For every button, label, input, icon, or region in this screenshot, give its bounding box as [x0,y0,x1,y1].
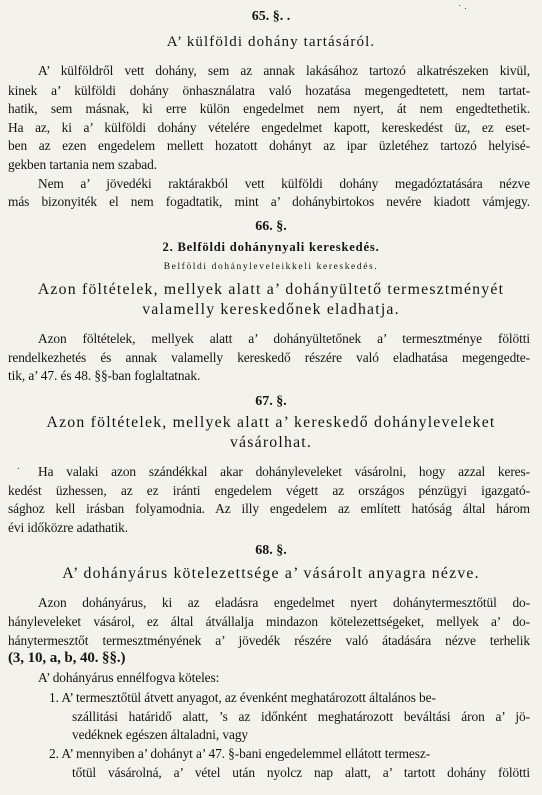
section-65-heading: 65. §. . [251,9,291,24]
subsection-2-subtitle: Belföldi dohányleveleikkeli kereskedés. [163,262,379,272]
s65-line-4: Ha az, ki a’ külföldi dohány vételére engedelmet kapott, kereskedést üz, ez eset- [8,120,530,135]
s65-line-6: gekben tartania nem szabad. [8,157,157,172]
s68-line-1: Azon dohányárus, ki az eladásra engedelmet nyert dohánytermesztőtül do- [38,595,530,610]
section-67-heading: 67. §. [255,394,287,409]
s65-line-8: más bizonyiték el nem fogadtatik, mint a’ dohánybirtokos nevére kiadott vámjegy. [8,194,530,209]
s66-line-1: Azon föltételek, mellyek alatt a’ dohányültetőnek a’ termesztménye fölötti [38,331,530,346]
s65-line-5: ben az ezen engedelem mellett hozatott dohányt az ipar üzletéhez tartozó helyisé- [8,138,530,153]
s67-line-4: évi időközre adathatik. [8,520,129,535]
s65-line-7: Nem a’ jövedéki raktárakból vett külföldi dohány megadóztatására nézve [38,176,530,191]
s68-item-1-line-2: szállitási határidő alatt, ’s az időnként meghatározott beváltási áron a’ jö- [72,709,530,724]
section-66-heading: 66. §. [255,219,287,234]
section-68-title: A’ dohányárus kötelezettsége a’ vásárolt anyagra nézve. [62,565,480,582]
s65-line-2: kinek a’ külföldi dohány önhasználatra való hozatása megengedtetett, nem tartat- [8,83,530,98]
s68-item-1-line-1: 1. A’ termesztőtül átvett anyagot, az évenként meghatározott általános be- [49,690,436,705]
section-67-title-line-1: Azon föltételek, mellyek alatt a’ kereskedő dohányleveleket [46,414,496,431]
s68-line-4: (3, 10, a, b, 40. §§.) [8,650,126,666]
subsection-2-title: 2. Belföldi dohánynyali kereskedés. [162,240,380,254]
s68-item-2-line-1: 2. A’ mennyiben a’ dohányt a’ 47. §-bani engedelemmel ellátott termesz- [49,746,431,761]
section-67-title-line-2: vásárolhat. [229,434,313,451]
s67-line-2: kedést üzhessen, az ez iránti engedelem végett az országos pénzügyi igazgató- [8,483,530,498]
s68-line-3: hánytermesztőt termesztményének a’ jövedék részére való átadására nézve terhelik [8,633,530,648]
s68-item-1-line-3: vedéknek egészen általadni, vagy [72,727,249,742]
s67-line-3: sághoz kell irásban folyamodnia. Az illy engedelem az említett hatóság által három [8,501,530,516]
section-66-title-line-2: valamelly kereskedőnek eladhatja. [142,301,400,318]
s68-line-2: hányleveleket vásárol, ez által átvállalja mindazon kötelezettségeket, mellyek a’ do- [8,614,530,629]
s66-line-2: rendelkezhetés és annak valamelly kereskedő részére való eladhatása megengedte- [8,350,530,365]
s68-line-5: A’ dohányárus ennélfogva köteles: [38,670,220,685]
section-65-title: A’ külföldi dohány tartásáról. [166,34,376,50]
s68-item-2-line-2: tőtül vásárolná, a’ vétel után nyolcz nap alatt, a’ tartott dohány fölötti [72,765,530,780]
section-68-heading: 68. §. [255,543,287,558]
s65-line-3: hatik, sem másnak, ki erre külön engedelmet nem nyert, át nem engedtethetik. [8,101,530,116]
s65-line-1: A’ külföldről vett dohány, sem az annak lakásához tartozó alkatrészeken kivül, [38,63,530,78]
scan-speck-top: ˙ · [458,4,468,15]
section-66-title-line-1: Azon föltételek, mellyek alatt a’ dohányültető termesztményét [37,281,505,298]
scan-speck-mid: . [17,460,20,472]
s66-line-3: tik, a’ 47. és 48. §§-ban foglaltatnak. [8,368,201,383]
s67-line-1: Ha valaki azon szándékkal akar dohányleveleket vásárolni, hogy azzal keres- [38,464,530,479]
